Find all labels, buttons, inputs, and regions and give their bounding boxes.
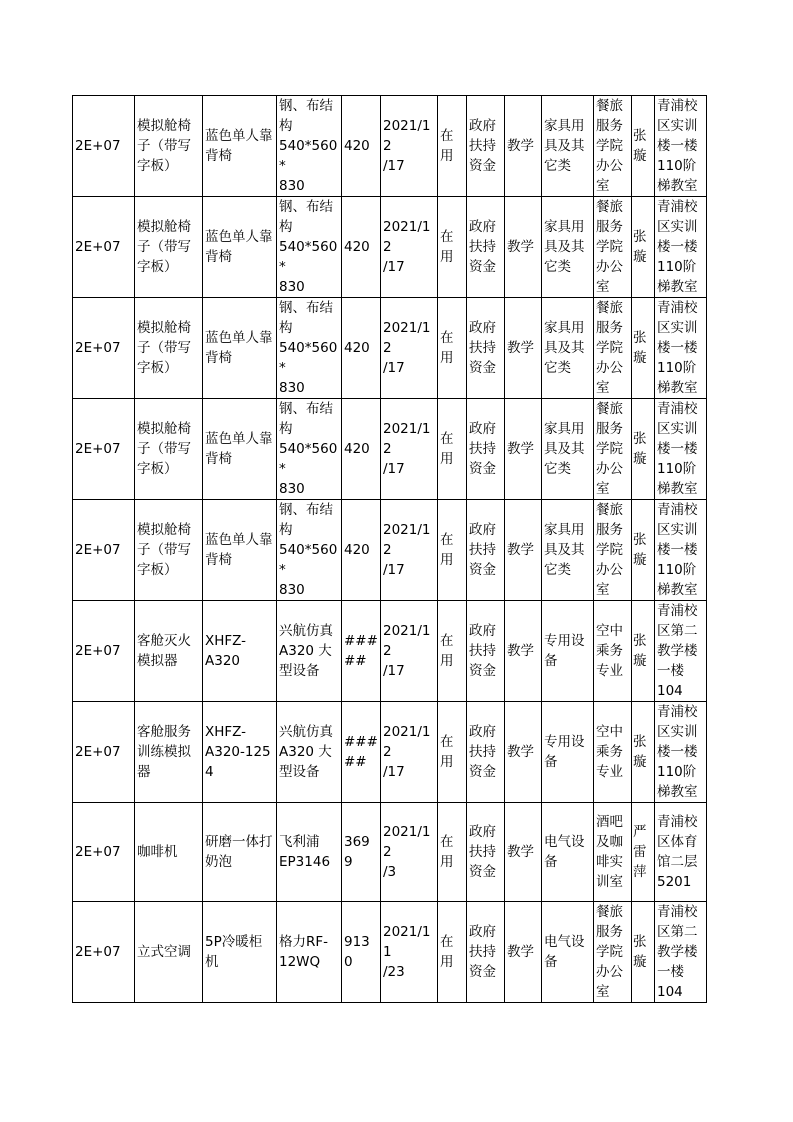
- fund-source-text: 政府 扶持 资金: [469, 522, 496, 578]
- custodian-text: 张 璇: [633, 532, 647, 568]
- department-cell: [594, 197, 632, 298]
- department-text: 餐旅 服务 学院 办公 室: [596, 199, 623, 295]
- spec-text: 蓝色单人靠 背椅: [205, 229, 273, 265]
- location-cell: [655, 500, 707, 601]
- spec-cell: [203, 197, 277, 298]
- spec-text: XHFZ- A320: [205, 633, 247, 669]
- location-cell: [655, 399, 707, 500]
- location-text: 青浦校 区实训 楼一楼 110阶 梯教室: [657, 199, 698, 295]
- asset-name-cell: [135, 902, 203, 1003]
- model-cell: [277, 803, 342, 902]
- custodian-cell: [632, 298, 655, 399]
- category-text: 专用设 备: [544, 633, 585, 669]
- location-cell: [655, 197, 707, 298]
- location-text: 青浦校 区实训 楼一楼 110阶 梯教室: [657, 98, 698, 194]
- table-row: [73, 601, 707, 702]
- department-cell: [594, 399, 632, 500]
- fund-source-cell: [467, 197, 505, 298]
- fund-source-text: 政府 扶持 资金: [469, 724, 496, 780]
- spec-cell: [203, 702, 277, 803]
- fund-source-cell: [467, 803, 505, 902]
- usage-text: 教学: [507, 542, 534, 558]
- model-cell: [277, 298, 342, 399]
- model-text: 飞利浦 EP3146: [279, 834, 331, 870]
- spec-text: XHFZ- A320-1254: [205, 724, 271, 780]
- asset-name-text: 模拟舱椅 子（带写 字板）: [137, 118, 191, 174]
- asset-name-cell: [135, 399, 203, 500]
- price-text: 420: [344, 138, 370, 154]
- usage-cell: [505, 197, 542, 298]
- asset-code-cell: [73, 500, 135, 601]
- usage-text: 教学: [507, 441, 534, 457]
- asset-name-cell: [135, 500, 203, 601]
- model-text: 钢、布结 构 540*560* 830: [279, 300, 338, 396]
- asset-code-text: 2E+07: [75, 340, 121, 356]
- department-cell: [594, 803, 632, 902]
- model-cell: [277, 702, 342, 803]
- purchase-date-text: 2021/12 /17: [383, 219, 431, 275]
- asset-code-text: 2E+07: [75, 744, 121, 760]
- fund-source-text: 政府 扶持 资金: [469, 623, 496, 679]
- price-cell: [342, 803, 381, 902]
- category-text: 电气设 备: [544, 834, 585, 870]
- fund-source-cell: [467, 298, 505, 399]
- location-text: 青浦校 区体育 馆二层 5201: [657, 814, 698, 890]
- fund-source-cell: [467, 601, 505, 702]
- category-cell: [542, 298, 594, 399]
- status-cell: [438, 96, 467, 197]
- usage-text: 教学: [507, 844, 534, 860]
- asset-code-text: 2E+07: [75, 239, 121, 255]
- usage-text: 教学: [507, 944, 534, 960]
- model-text: 钢、布结 构 540*560* 830: [279, 401, 338, 497]
- status-cell: [438, 803, 467, 902]
- custodian-text: 严 雷 萍: [633, 824, 647, 880]
- status-text: 在用: [440, 128, 454, 164]
- asset-name-cell: [135, 96, 203, 197]
- custodian-cell: [632, 702, 655, 803]
- custodian-text: 张 璇: [633, 330, 647, 366]
- spec-cell: [203, 96, 277, 197]
- status-text: 在用: [440, 431, 454, 467]
- purchase-date-text: 2021/12 /17: [383, 522, 431, 578]
- purchase-date-cell: [381, 500, 438, 601]
- price-cell: [342, 500, 381, 601]
- asset-name-text: 模拟舱椅 子（带写 字板）: [137, 421, 191, 477]
- usage-cell: [505, 902, 542, 1003]
- spec-text: 蓝色单人靠 背椅: [205, 128, 273, 164]
- status-cell: [438, 601, 467, 702]
- asset-code-text: 2E+07: [75, 944, 121, 960]
- asset-name-cell: [135, 601, 203, 702]
- price-cell: [342, 197, 381, 298]
- price-cell: [342, 399, 381, 500]
- category-text: 家具用 具及其 它类: [544, 219, 585, 275]
- usage-text: 教学: [507, 744, 534, 760]
- asset-code-cell: [73, 803, 135, 902]
- custodian-cell: [632, 197, 655, 298]
- category-cell: [542, 197, 594, 298]
- category-cell: [542, 702, 594, 803]
- fund-source-cell: [467, 500, 505, 601]
- category-text: 家具用 具及其 它类: [544, 421, 585, 477]
- asset-name-text: 咖啡机: [137, 844, 178, 860]
- department-cell: [594, 601, 632, 702]
- table-row: [73, 902, 707, 1003]
- department-text: 餐旅 服务 学院 办公 室: [596, 98, 623, 194]
- location-text: 青浦校 区第二 教学楼 一楼 104: [657, 904, 698, 1000]
- table-row: [73, 702, 707, 803]
- custodian-text: 张 璇: [633, 934, 647, 970]
- department-text: 空中 乘务 专业: [596, 623, 623, 679]
- fund-source-text: 政府 扶持 资金: [469, 118, 496, 174]
- department-cell: [594, 902, 632, 1003]
- model-cell: [277, 197, 342, 298]
- model-text: 兴航仿真 A320 大 型设备: [279, 724, 333, 780]
- location-cell: [655, 702, 707, 803]
- asset-name-cell: [135, 197, 203, 298]
- price-cell: [342, 601, 381, 702]
- purchase-date-cell: [381, 298, 438, 399]
- custodian-text: 张 璇: [633, 734, 647, 770]
- usage-cell: [505, 803, 542, 902]
- asset-code-cell: [73, 96, 135, 197]
- asset-name-cell: [135, 803, 203, 902]
- spec-cell: [203, 902, 277, 1003]
- spec-text: 蓝色单人靠 背椅: [205, 532, 273, 568]
- category-text: 专用设 备: [544, 734, 585, 770]
- location-text: 青浦校 区实训 楼一楼 110阶 梯教室: [657, 502, 698, 598]
- department-text: 餐旅 服务 学院 办公 室: [596, 300, 623, 396]
- status-cell: [438, 298, 467, 399]
- fund-source-cell: [467, 902, 505, 1003]
- category-cell: [542, 96, 594, 197]
- usage-cell: [505, 601, 542, 702]
- price-text: 3699: [344, 834, 370, 870]
- price-text: #####: [344, 734, 378, 770]
- location-cell: [655, 803, 707, 902]
- status-text: 在用: [440, 633, 454, 669]
- category-cell: [542, 803, 594, 902]
- asset-name-text: 客舱灭火 模拟器: [137, 633, 191, 669]
- asset-code-cell: [73, 601, 135, 702]
- fund-source-text: 政府 扶持 资金: [469, 824, 496, 880]
- purchase-date-cell: [381, 197, 438, 298]
- model-cell: [277, 96, 342, 197]
- department-text: 餐旅 服务 学院 办公 室: [596, 401, 623, 497]
- status-cell: [438, 399, 467, 500]
- purchase-date-text: 2021/12 /3: [383, 824, 431, 880]
- usage-cell: [505, 399, 542, 500]
- model-text: 钢、布结 构 540*560* 830: [279, 502, 338, 598]
- price-text: 420: [344, 239, 370, 255]
- location-cell: [655, 902, 707, 1003]
- purchase-date-text: 2021/12 /17: [383, 623, 431, 679]
- department-cell: [594, 702, 632, 803]
- spec-text: 5P冷暖柜 机: [205, 934, 263, 970]
- fund-source-text: 政府 扶持 资金: [469, 924, 496, 980]
- category-text: 家具用 具及其 它类: [544, 118, 585, 174]
- asset-name-text: 模拟舱椅 子（带写 字板）: [137, 320, 191, 376]
- usage-text: 教学: [507, 643, 534, 659]
- asset-name-text: 模拟舱椅 子（带写 字板）: [137, 522, 191, 578]
- usage-text: 教学: [507, 138, 534, 154]
- model-text: 格力RF- 12WQ: [279, 934, 329, 970]
- status-cell: [438, 902, 467, 1003]
- asset-name-text: 客舱服务 训练模拟 器: [137, 724, 191, 780]
- price-text: #####: [344, 633, 378, 669]
- status-text: 在用: [440, 330, 454, 366]
- status-text: 在用: [440, 532, 454, 568]
- purchase-date-cell: [381, 96, 438, 197]
- model-cell: [277, 601, 342, 702]
- spec-cell: [203, 298, 277, 399]
- location-cell: [655, 298, 707, 399]
- department-text: 餐旅 服务 学院 办公 室: [596, 904, 623, 1000]
- purchase-date-text: 2021/12 /17: [383, 421, 431, 477]
- model-text: 钢、布结 构 540*560* 830: [279, 98, 338, 194]
- status-text: 在用: [440, 834, 454, 870]
- status-cell: [438, 500, 467, 601]
- fund-source-cell: [467, 702, 505, 803]
- custodian-text: 张 璇: [633, 128, 647, 164]
- department-text: 空中 乘务 专业: [596, 724, 623, 780]
- status-cell: [438, 197, 467, 298]
- price-text: 9130: [344, 934, 370, 970]
- fund-source-text: 政府 扶持 资金: [469, 421, 496, 477]
- category-cell: [542, 601, 594, 702]
- asset-code-cell: [73, 702, 135, 803]
- custodian-text: 张 璇: [633, 633, 647, 669]
- purchase-date-cell: [381, 902, 438, 1003]
- price-cell: [342, 298, 381, 399]
- model-cell: [277, 902, 342, 1003]
- department-text: 餐旅 服务 学院 办公 室: [596, 502, 623, 598]
- asset-code-cell: [73, 902, 135, 1003]
- location-text: 青浦校 区实训 楼一楼 110阶 梯教室: [657, 704, 698, 800]
- asset-name-cell: [135, 298, 203, 399]
- custodian-cell: [632, 399, 655, 500]
- fund-source-cell: [467, 399, 505, 500]
- location-cell: [655, 601, 707, 702]
- custodian-text: 张 璇: [633, 229, 647, 265]
- asset-code-cell: [73, 399, 135, 500]
- purchase-date-text: 2021/12 /17: [383, 118, 431, 174]
- asset-code-cell: [73, 298, 135, 399]
- spec-cell: [203, 500, 277, 601]
- status-text: 在用: [440, 934, 454, 970]
- custodian-cell: [632, 902, 655, 1003]
- asset-name-text: 立式空调: [137, 944, 191, 960]
- department-cell: [594, 500, 632, 601]
- category-cell: [542, 399, 594, 500]
- asset-table: [72, 95, 707, 1003]
- location-cell: [655, 96, 707, 197]
- asset-name-cell: [135, 702, 203, 803]
- price-cell: [342, 902, 381, 1003]
- purchase-date-cell: [381, 399, 438, 500]
- price-cell: [342, 96, 381, 197]
- asset-name-text: 模拟舱椅 子（带写 字板）: [137, 219, 191, 275]
- model-text: 兴航仿真 A320 大 型设备: [279, 623, 333, 679]
- asset-code-cell: [73, 197, 135, 298]
- asset-code-text: 2E+07: [75, 138, 121, 154]
- price-text: 420: [344, 441, 370, 457]
- asset-code-text: 2E+07: [75, 643, 121, 659]
- asset-code-text: 2E+07: [75, 844, 121, 860]
- spec-cell: [203, 399, 277, 500]
- table-row: [73, 500, 707, 601]
- table-row: [73, 298, 707, 399]
- fund-source-cell: [467, 96, 505, 197]
- table-row: [73, 803, 707, 902]
- custodian-cell: [632, 500, 655, 601]
- department-cell: [594, 298, 632, 399]
- fund-source-text: 政府 扶持 资金: [469, 219, 496, 275]
- status-text: 在用: [440, 229, 454, 265]
- spec-text: 研磨一体打 奶泡: [205, 834, 273, 870]
- price-cell: [342, 702, 381, 803]
- usage-cell: [505, 702, 542, 803]
- category-text: 家具用 具及其 它类: [544, 320, 585, 376]
- purchase-date-text: 2021/12 /17: [383, 724, 431, 780]
- model-cell: [277, 500, 342, 601]
- custodian-cell: [632, 601, 655, 702]
- asset-code-text: 2E+07: [75, 542, 121, 558]
- purchase-date-text: 2021/12 /17: [383, 320, 431, 376]
- status-text: 在用: [440, 734, 454, 770]
- category-text: 电气设 备: [544, 934, 585, 970]
- location-text: 青浦校 区第二 教学楼 一楼 104: [657, 603, 698, 699]
- purchase-date-text: 2021/11 /23: [383, 924, 431, 980]
- purchase-date-cell: [381, 803, 438, 902]
- location-text: 青浦校 区实训 楼一楼 110阶 梯教室: [657, 300, 698, 396]
- custodian-cell: [632, 803, 655, 902]
- department-text: 酒吧 及咖 啡实 训室: [596, 814, 623, 890]
- usage-text: 教学: [507, 340, 534, 356]
- usage-cell: [505, 298, 542, 399]
- category-text: 家具用 具及其 它类: [544, 522, 585, 578]
- usage-cell: [505, 96, 542, 197]
- purchase-date-cell: [381, 601, 438, 702]
- asset-code-text: 2E+07: [75, 441, 121, 457]
- spec-text: 蓝色单人靠 背椅: [205, 330, 273, 366]
- usage-text: 教学: [507, 239, 534, 255]
- spec-text: 蓝色单人靠 背椅: [205, 431, 273, 467]
- model-text: 钢、布结 构 540*560* 830: [279, 199, 338, 295]
- fund-source-text: 政府 扶持 资金: [469, 320, 496, 376]
- purchase-date-cell: [381, 702, 438, 803]
- location-text: 青浦校 区实训 楼一楼 110阶 梯教室: [657, 401, 698, 497]
- model-cell: [277, 399, 342, 500]
- status-cell: [438, 702, 467, 803]
- price-text: 420: [344, 542, 370, 558]
- category-cell: [542, 500, 594, 601]
- spec-cell: [203, 803, 277, 902]
- custodian-cell: [632, 96, 655, 197]
- custodian-text: 张 璇: [633, 431, 647, 467]
- usage-cell: [505, 500, 542, 601]
- category-cell: [542, 902, 594, 1003]
- table-row: [73, 197, 707, 298]
- table-row: [73, 96, 707, 197]
- price-text: 420: [344, 340, 370, 356]
- table-row: [73, 399, 707, 500]
- spec-cell: [203, 601, 277, 702]
- department-cell: [594, 96, 632, 197]
